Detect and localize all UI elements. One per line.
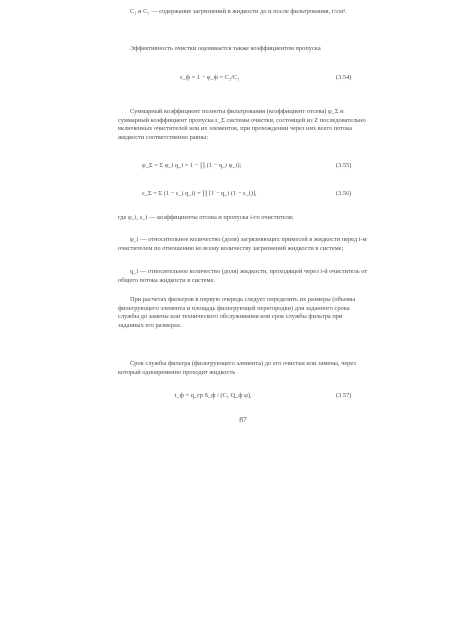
equation-3-57: τ_ф = q_гр S_ф / (C₁ Q_ф φ),	[174, 392, 252, 399]
paragraph-variable-definition: C₁ и C₂ — содержание загрязнений в жидкости до и после фильтрования, г/см³.	[130, 8, 347, 15]
paragraph-phi-definition: φ_i — относительное количество (доля) загрязняющих примесей в жидкости перед i-м очистителем по отношению ко всему количеству загрязнений жидкости в системе;	[118, 236, 367, 252]
paragraph-total-coefficient: Суммарный коэффициент полноты фильтрования (коэффициент отсева) φ_Σ и суммарный коэффициент пропуска ε_Σ системы очистки, состоящей из Z последовательно включенных очистителей или их элементов, при прохождении через них всего потока жидкости соответственно равны:	[118, 108, 366, 141]
equation-number-3-55: (3.55)	[336, 162, 352, 169]
equation-3-56: ε_Σ = Σ (1 − ε_i q_i) = ∏ [1 − q_i (1 − ε_i)],	[142, 190, 257, 197]
paragraph-service-life: Срок службы фильтра (фильтрующего элемента) до его очистки или замены, через который одновременно проходит жидкость	[118, 360, 356, 376]
document-page	[118, 0, 368, 636]
equation-3-54: ε_ф = 1 − φ_ф = C₂/C₁	[180, 74, 240, 81]
page-number: 87	[239, 415, 247, 424]
equation-number-3-54: (3.54)	[336, 74, 352, 81]
paragraph-filter-calculation: При расчетах фильтров в первую очередь следует определить их размеры (объемы фильтрующего элемента и площадь фильтрующей перегородки) для заданного срока службы до замены или технического обслуживания или срок службы фильтра при заданных его размерах.	[118, 296, 356, 329]
paragraph-efficiency: Эффективность очистки оценивается также коэффициентом пропуска	[130, 45, 321, 52]
equation-number-3-57: (3.57)	[336, 392, 352, 399]
paragraph-where: где φ_i, ε_i — коэффициенты отсева и пропуска i-го очистителя;	[118, 214, 294, 221]
equation-number-3-56: (3.56)	[336, 190, 352, 197]
equation-3-55: φ_Σ = Σ φ_i q_i = 1 − ∏ (1 − q_i φ_i);	[142, 162, 242, 169]
paragraph-q-definition: q_i — относительное количество (доля) жидкости, проходящей через i-й очиститель от общего потока жидкости в системе.	[118, 268, 368, 284]
